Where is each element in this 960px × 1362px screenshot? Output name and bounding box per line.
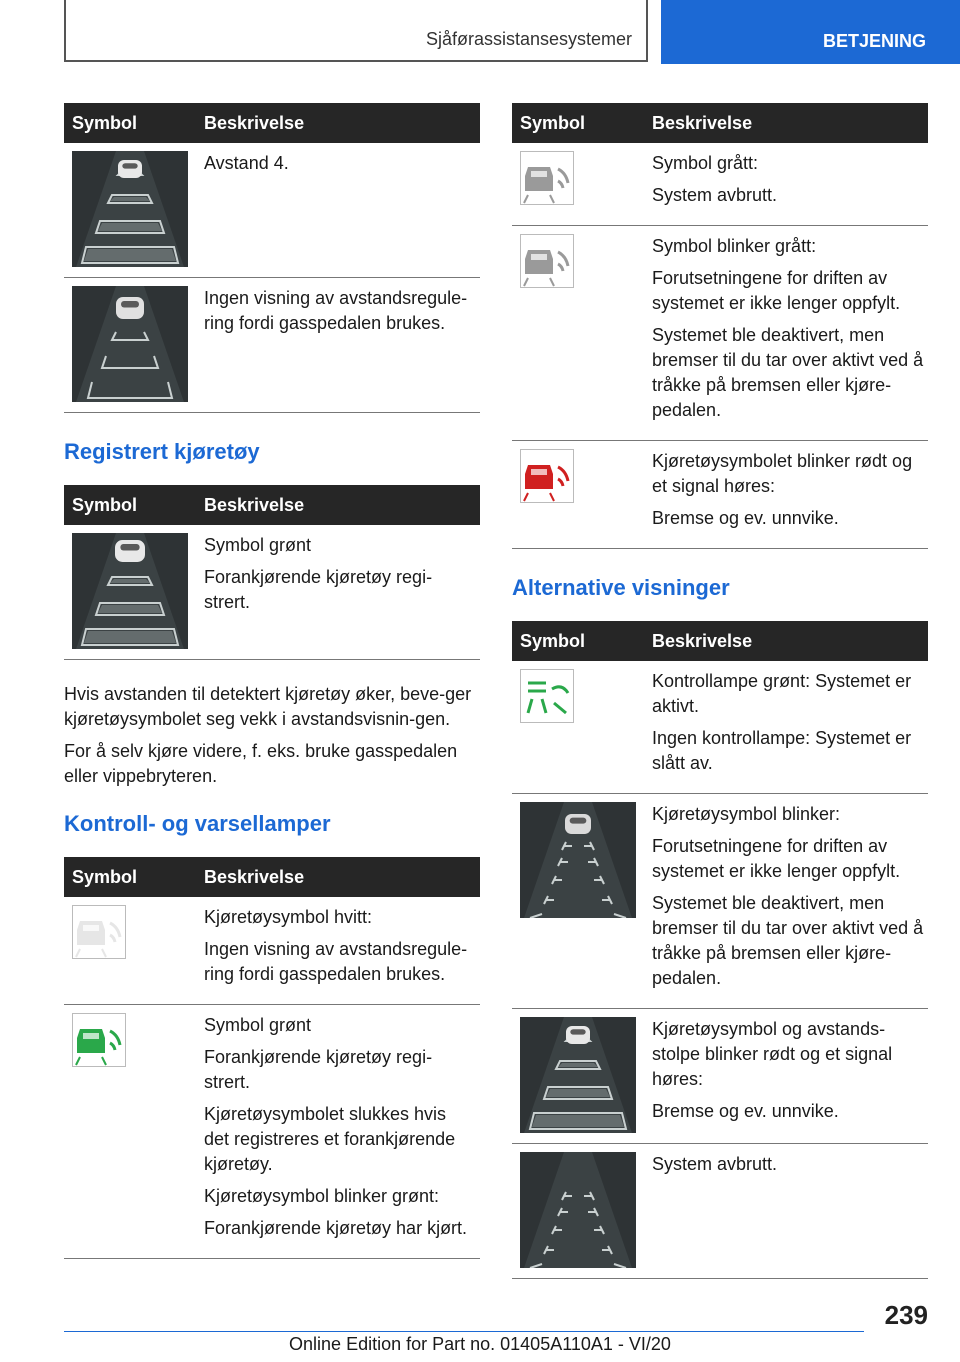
section-heading-lamps: Kontroll- og varsellamper xyxy=(64,811,331,836)
table-row xyxy=(512,1144,928,1279)
col-header-description: Beskrivelse xyxy=(194,485,480,525)
col-header-description: Beskrivelse xyxy=(194,857,480,897)
col-header-symbol: Symbol xyxy=(64,103,194,143)
table-row xyxy=(512,143,928,226)
row-text: Symbol grått: xyxy=(652,153,759,173)
registered-vehicle-green-icon xyxy=(72,533,194,649)
vehicle-grey-indicator-icon xyxy=(520,151,642,205)
page-number: 239 xyxy=(884,1300,928,1330)
row-text: Kjøretøysymbol hvitt: xyxy=(204,907,373,927)
row-text: Forankjørende kjøretøy regi-strert. xyxy=(204,1047,433,1092)
vehicle-grey-blink-indicator-icon xyxy=(520,234,642,288)
lamps-table xyxy=(64,857,480,1259)
no-distance-road-icon xyxy=(72,286,194,402)
vehicle-red-indicator-icon xyxy=(520,449,642,503)
lane-green-indicator-icon xyxy=(520,669,642,723)
section-box xyxy=(64,0,648,62)
row-text: Ingen kontrollampe: Systemet er slått av. xyxy=(652,728,912,773)
row-text: Symbol grønt xyxy=(204,1015,312,1035)
row-text: Kjøretøysymbol blinker: xyxy=(652,804,841,824)
table-row xyxy=(64,278,480,413)
row-text: Ingen visning av avstandsregule-ring fordi gasspedalen brukes. xyxy=(204,288,468,333)
table-row xyxy=(512,441,928,549)
row-text: Ingen visning av avstandsregule-ring fordi gasspedalen brukes. xyxy=(204,939,468,984)
table-row xyxy=(512,661,928,794)
right-column xyxy=(512,103,928,1279)
col-header-symbol: Symbol xyxy=(64,485,194,525)
footer-text: Online Edition for Part no. 01405A110A1 - VI/20 xyxy=(289,1334,671,1354)
distance-table xyxy=(64,103,480,413)
status-table xyxy=(512,103,928,549)
section-heading-alternative: Alternative visninger xyxy=(512,575,730,600)
row-text: Systemet ble deaktivert, men bremser til du tar over aktivt ved å tråkke på bremsen eller kjøre-pedalen. xyxy=(652,325,924,420)
distance-4-road-icon xyxy=(72,151,194,267)
col-header-description: Beskrivelse xyxy=(642,103,928,143)
alternative-table xyxy=(512,621,928,1279)
table-row xyxy=(512,226,928,441)
system-interrupted-road-icon xyxy=(520,1152,642,1268)
chapter-tab-label: BETJENING xyxy=(822,31,926,51)
section-title: Sjåførassistansesystemer xyxy=(425,29,632,49)
row-text: Forankjørende kjøretøy har kjørt. xyxy=(204,1218,468,1238)
left-column xyxy=(64,103,480,1259)
row-text: Kjøretøysymbol blinker grønt: xyxy=(204,1186,440,1206)
col-header-symbol: Symbol xyxy=(64,857,194,897)
vehicle-blink-road-icon xyxy=(520,802,642,918)
row-text: Forankjørende kjøretøy regi-strert. xyxy=(204,567,433,612)
row-text: System avbrutt. xyxy=(652,1154,778,1174)
table-row xyxy=(64,897,480,1005)
col-header-symbol: Symbol xyxy=(512,103,642,143)
paragraph: Hvis avstanden til detektert kjøretøy øker, beve-ger kjøretøysymbolet seg vekk i avstandsvisnin-gen. xyxy=(64,684,472,729)
col-header-symbol: Symbol xyxy=(512,621,642,661)
row-text: Symbol blinker grått: xyxy=(652,236,817,256)
row-text: Kontrollampe grønt: Systemet er aktivt. xyxy=(652,671,912,716)
table-row xyxy=(512,1009,928,1144)
table-row xyxy=(64,525,480,660)
body-text xyxy=(64,682,480,789)
row-text: Forutsetningene for driften av systemet er ikke lenger oppfylt. xyxy=(652,836,901,881)
row-text: Bremse og ev. unnvike. xyxy=(652,508,839,528)
row-text: Kjøretøysymbol og avstands-stolpe blinker rødt og et signal høres: xyxy=(652,1019,893,1089)
row-text: Symbol grønt xyxy=(204,535,312,555)
registered-table xyxy=(64,485,480,660)
row-text: Avstand 4. xyxy=(204,153,289,173)
row-text: Kjøretøysymbolet slukkes hvis det registreres et forankjørende kjøretøy. xyxy=(204,1104,456,1174)
section-heading-registered: Registrert kjøretøy xyxy=(64,439,260,464)
page-header xyxy=(0,0,960,66)
row-text: Bremse og ev. unnvike. xyxy=(652,1101,839,1121)
paragraph: For å selv kjøre videre, f. eks. bruke gasspedalen eller vippebryteren. xyxy=(64,741,458,786)
table-row xyxy=(512,794,928,1009)
vehicle-white-indicator-icon xyxy=(72,905,194,959)
vehicle-distance-red-road-icon xyxy=(520,1017,642,1133)
row-text: Kjøretøysymbolet blinker rødt og et signal høres: xyxy=(652,451,913,496)
row-text: Forutsetningene for driften av systemet er ikke lenger oppfylt. xyxy=(652,268,901,313)
row-text: System avbrutt. xyxy=(652,185,778,205)
col-header-description: Beskrivelse xyxy=(642,621,928,661)
table-row xyxy=(64,1005,480,1259)
col-header-description: Beskrivelse xyxy=(194,103,480,143)
table-row xyxy=(64,143,480,278)
vehicle-green-indicator-icon xyxy=(72,1013,194,1067)
chapter-tab xyxy=(661,0,960,64)
row-text: Systemet ble deaktivert, men bremser til du tar over aktivt ved å tråkke på bremsen eller kjøre-pedalen. xyxy=(652,893,924,988)
footer-divider xyxy=(64,1331,864,1332)
